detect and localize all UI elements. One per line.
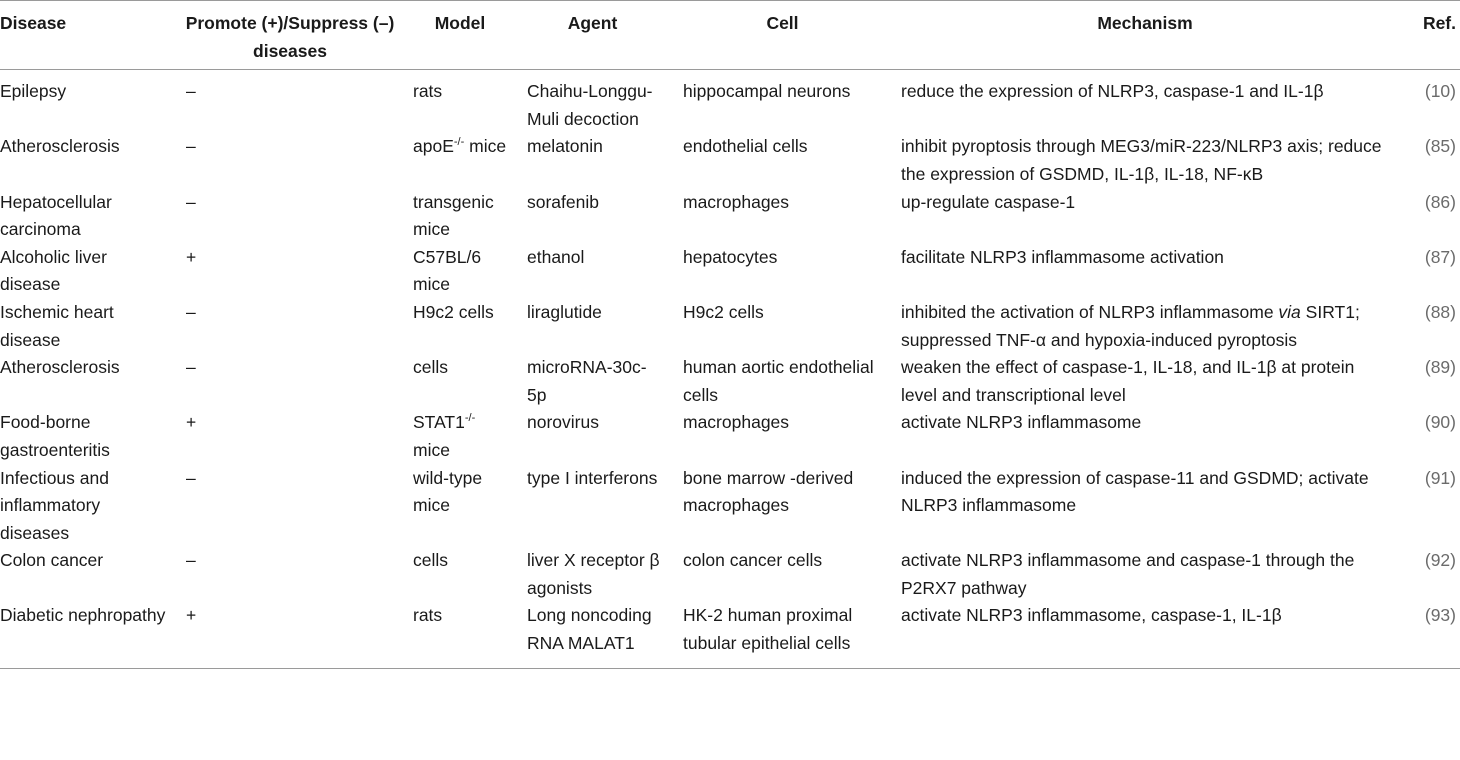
cell-effect: – [186, 357, 196, 378]
table-row [0, 602, 1460, 668]
header-mechanism: Mechanism [1097, 13, 1193, 33]
cell-agent: microRNA-30c-5p [527, 357, 647, 405]
cell-ref: (88) [1424, 301, 1456, 322]
italic-text: via [1278, 301, 1301, 322]
table-body [0, 70, 1460, 668]
cell-agent: melatonin [527, 136, 603, 157]
table-row [0, 244, 1460, 299]
table-row [0, 70, 1460, 134]
cell-ref: (93) [1424, 605, 1456, 626]
cell-cell: macrophages [683, 412, 790, 433]
cell-disease: Food-borne gastroenteritis [0, 412, 110, 460]
cell-cell: endothelial cells [683, 136, 808, 157]
table-header [0, 1, 1460, 70]
cell-mechanism: reduce the expression of NLRP3, caspase-1 and IL-1β [901, 81, 1324, 102]
cell-model: cells [413, 357, 449, 378]
cell-model: rats [413, 81, 443, 102]
cell-disease: Diabetic nephropathy [0, 605, 166, 626]
table-row [0, 299, 1460, 354]
cell-mechanism: activate NLRP3 inflammasome, caspase-1, IL-1β [901, 605, 1282, 626]
cell-mechanism: activate NLRP3 inflammasome [901, 412, 1142, 433]
cell-mechanism: facilitate NLRP3 inflammasome activation [901, 246, 1224, 267]
cell-disease: Epilepsy [0, 81, 67, 102]
cell-effect: – [186, 81, 196, 102]
table-row [0, 133, 1460, 188]
cell-mechanism [895, 299, 1395, 354]
cell-ref: (85) [1424, 136, 1456, 157]
cell-ref: (10) [1424, 81, 1456, 102]
cell-cell: HK-2 human proximal tubular epithelial cells [683, 605, 853, 654]
cell-model: transgenic mice [413, 191, 494, 240]
cell-agent: Chaihu-Longgu-Muli decoction [527, 81, 653, 129]
table-row [0, 354, 1460, 409]
cell-cell: hepatocytes [683, 246, 778, 267]
cell-agent: liver X receptor β agonists [527, 550, 660, 598]
cell-disease: Atherosclerosis [0, 357, 120, 378]
cell-disease: Infectious and inflammatory diseases [0, 467, 109, 543]
cell-cell: macrophages [683, 191, 790, 212]
cell-cell: human aortic endothelial cells [683, 357, 874, 405]
cell-ref: (90) [1424, 412, 1456, 433]
cell-disease: Alcoholic liver disease [0, 246, 107, 295]
cell-model: wild-type mice [413, 467, 483, 516]
header-ref: Ref. [1422, 13, 1456, 33]
cell-cell: hippocampal neurons [683, 81, 851, 102]
table-row [0, 409, 1460, 464]
cell-ref: (86) [1424, 191, 1456, 212]
cell-disease: Atherosclerosis [0, 136, 120, 157]
cell-ref: (92) [1424, 550, 1456, 571]
cell-effect: – [186, 301, 196, 322]
text-segment: mice [464, 136, 507, 157]
header-cell: Cell [766, 13, 799, 33]
text-segment: apoE [413, 136, 454, 157]
text-segment: STAT1 [413, 412, 465, 433]
cell-effect: + [186, 246, 197, 267]
table-row [0, 465, 1460, 548]
cell-agent: norovirus [527, 412, 599, 433]
cell-agent: sorafenib [527, 191, 599, 212]
text-segment: mice [413, 439, 450, 460]
cell-model: rats [413, 605, 443, 626]
cell-effect: + [186, 605, 197, 626]
cell-disease: Hepatocellular carcinoma [0, 191, 112, 240]
cell-mechanism: induced the expression of caspase-11 and GSDMD; activate NLRP3 inflammasome [901, 467, 1369, 516]
header-disease: Disease [0, 13, 67, 33]
cell-model: H9c2 cells [413, 301, 494, 322]
cell-model [405, 133, 515, 188]
cell-ref: (89) [1424, 357, 1456, 378]
cell-effect: – [186, 136, 196, 157]
superscript-text: -/- [464, 412, 476, 425]
cell-mechanism: inhibit pyroptosis through MEG3/miR-223/NLRP3 axis; reduce the expression of GSDMD, IL-1β, IL-18, NF-κB [901, 136, 1382, 184]
cell-agent: liraglutide [527, 301, 602, 322]
cell-model: C57BL/6 mice [413, 246, 482, 295]
header-effect: Promote (+)/Suppress (–) diseases [185, 13, 395, 61]
cell-mechanism: activate NLRP3 inflammasome and caspase-1 through the P2RX7 pathway [901, 550, 1355, 598]
cell-disease: Ischemic heart disease [0, 301, 114, 350]
cell-agent: ethanol [527, 246, 585, 267]
cell-effect: + [186, 412, 197, 433]
cell-mechanism: weaken the effect of caspase-1, IL-18, and IL-1β at protein level and transcriptional level [901, 357, 1355, 405]
cell-ref: (91) [1424, 467, 1456, 488]
cell-effect: – [186, 191, 196, 212]
cell-agent: Long noncoding RNA MALAT1 [527, 605, 652, 654]
cell-effect: – [186, 550, 196, 571]
header-agent: Agent [567, 13, 618, 33]
cell-agent: type I interferons [527, 467, 658, 488]
cell-cell: bone marrow -derived macrophages [683, 467, 854, 516]
cell-cell: H9c2 cells [683, 301, 764, 322]
cell-disease: Colon cancer [0, 550, 104, 571]
cell-model [405, 409, 515, 464]
header-model: Model [434, 13, 486, 33]
superscript-text: -/- [453, 136, 465, 149]
cell-ref: (87) [1424, 246, 1456, 267]
cell-mechanism: up-regulate caspase-1 [901, 191, 1076, 212]
table-row [0, 189, 1460, 244]
header-row [0, 1, 1460, 70]
text-segment: SIRT1; suppressed TNF-α and hypoxia-induced pyroptosis [901, 301, 1360, 350]
table-row [0, 547, 1460, 602]
text-segment: inhibited the activation of NLRP3 inflammasome [901, 301, 1279, 322]
cell-effect: – [186, 467, 196, 488]
cell-cell: colon cancer cells [683, 550, 823, 571]
cell-model: cells [413, 550, 449, 571]
